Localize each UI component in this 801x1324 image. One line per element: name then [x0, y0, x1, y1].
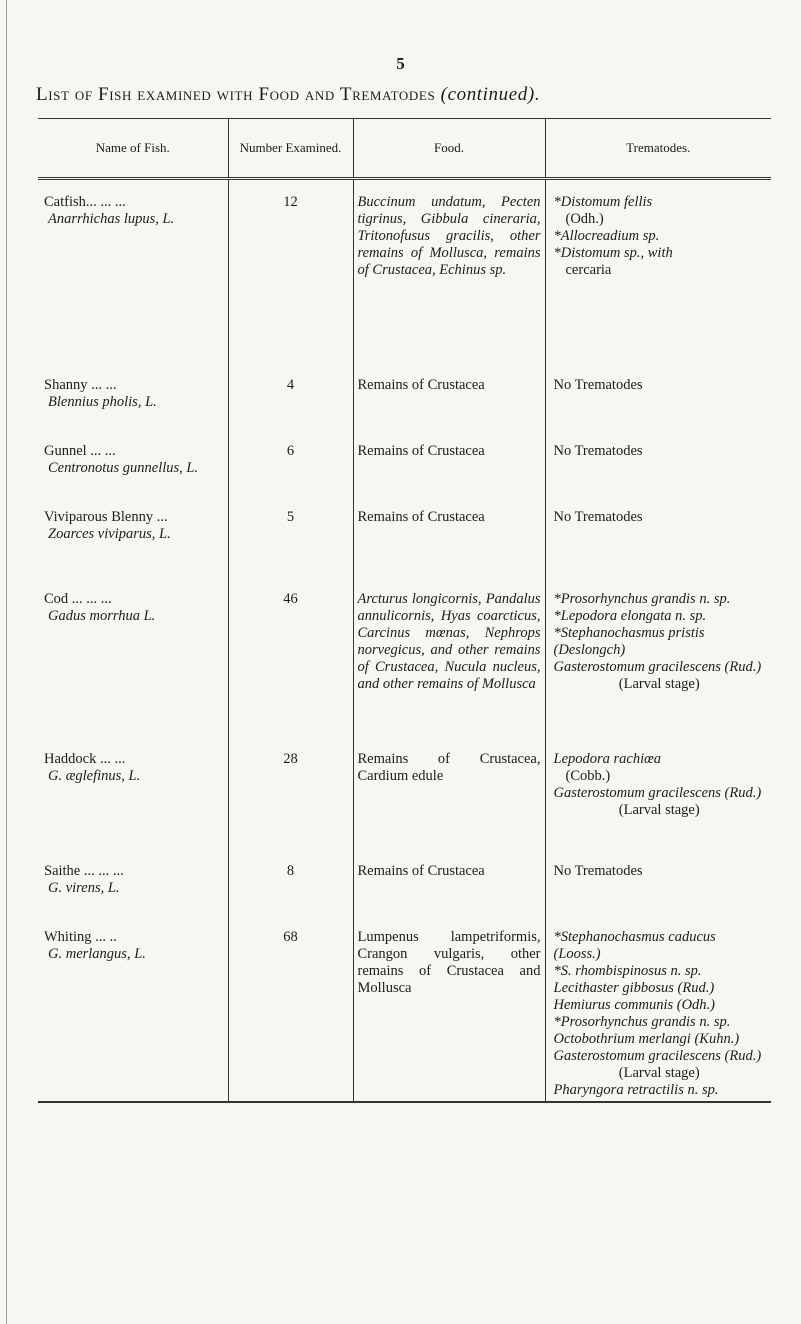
number-examined: 6 [228, 443, 353, 509]
fish-common-name: Cod ... ... ... [44, 590, 112, 607]
fish-scientific-name: Zoarces viviparus, L. [48, 525, 171, 542]
fish-common-name: Catfish... ... ... [44, 194, 126, 210]
fish-name-cell [38, 443, 228, 509]
column-header-number: Number Examined. [228, 119, 353, 179]
number-examined: 12 [228, 179, 353, 377]
trematode-entry: cercaria [565, 262, 612, 278]
column-header-name: Name of Fish. [38, 119, 228, 179]
trematode-entry: *Distomum sp., with [553, 245, 673, 261]
table-row [38, 377, 771, 443]
fish-scientific-name: Anarrhichas lupus, L. [48, 211, 175, 227]
table-row [38, 591, 771, 751]
fish-name-cell [38, 509, 228, 591]
trematodes-cell [545, 443, 771, 509]
food-cell: Remains of Crustacea [353, 509, 545, 591]
trematode-entry: *Prosorhynchus grandis n. sp. [553, 590, 731, 607]
trematode-entry: Pharyngora retractilis n. sp. [553, 1081, 719, 1098]
fish-name-cell [38, 591, 228, 751]
fish-name-cell [38, 863, 228, 929]
trematode-entry: *Lepodora elongata n. sp. [553, 607, 707, 624]
food-cell: Remains of Crustacea [353, 443, 545, 509]
table-row [38, 863, 771, 929]
fish-common-name: Shanny ... ... [44, 376, 117, 393]
trematode-entry: No Trematodes [553, 376, 643, 393]
fish-scientific-name: Blennius pholis, L. [48, 393, 157, 410]
trematodes-cell [545, 751, 771, 863]
fish-scientific-name: Centronotus gunnellus, L. [48, 459, 199, 476]
trematode-entry: *Distomum fellis [553, 194, 653, 210]
page-heading [36, 84, 776, 106]
table-row [38, 929, 771, 1102]
trematode-entry: *S. rhombispinosus n. sp. [553, 962, 702, 979]
trematodes-cell [545, 509, 771, 591]
trematode-entry: (Larval stage) [618, 675, 700, 692]
table-header-row [38, 119, 771, 179]
trematode-entry: No Trematodes [553, 862, 643, 879]
number-examined: 8 [228, 863, 353, 929]
trematodes-cell [545, 863, 771, 929]
column-header-food: Food. [353, 119, 545, 179]
number-examined: 68 [228, 929, 353, 1102]
trematodes-cell [545, 591, 771, 751]
page-number: 5 [396, 54, 405, 73]
fish-common-name: Viviparous Blenny ... [44, 508, 168, 525]
fish-common-name: Gunnel ... ... [44, 442, 116, 459]
column-header-trematodes: Trematodes. [545, 119, 771, 179]
trematode-entry: Lepodora rachiœa [553, 750, 662, 767]
fish-scientific-name: G. æglefinus, L. [48, 767, 141, 784]
trematode-entry: (Larval stage) [618, 1064, 700, 1081]
trematode-entry: *Allocreadium sp. [553, 228, 660, 244]
trematode-entry: Octobothrium merlangi (Kuhn.) [553, 1030, 740, 1047]
food-cell: Arcturus longicornis, Pandalus annulicornis, Hyas coarcticus, Carcinus mœnas, Nephrops norvegicus, and other remains of Crustacea, Nucula nucleus, and other remains of Mollusca [353, 591, 545, 751]
table-row [38, 751, 771, 863]
fish-table [38, 118, 771, 1103]
fish-name-cell [38, 751, 228, 863]
trematode-entry: *Prosorhynchus grandis n. sp. [553, 1013, 731, 1030]
number-examined: 5 [228, 509, 353, 591]
trematode-entry: (Odh.) [565, 211, 604, 227]
trematode-entry: Hemiurus communis (Odh.) [553, 996, 715, 1013]
food-cell: Buccinum undatum, Pecten tigrinus, Gibbula cineraria, Tritonofusus gracilis, other remains of Mollusca, remains of Crustacea, Echinus sp. [353, 179, 545, 377]
table-row [38, 443, 771, 509]
fish-name-cell [38, 179, 228, 377]
fish-common-name: Saithe ... ... ... [44, 862, 124, 879]
table-row [38, 509, 771, 591]
trematode-entry: No Trematodes [553, 442, 643, 459]
fish-name-cell [38, 929, 228, 1102]
trematode-entry: *Stephanochasmus caducus (Looss.) [553, 928, 716, 962]
fish-common-name: Whiting ... .. [44, 928, 117, 945]
heading-main: List of Fish examined with Food and Trematodes [36, 84, 436, 105]
trematode-entry: Gasterostomum gracilescens (Rud.) [553, 658, 762, 675]
food-cell: Remains of Crustacea, Cardium edule [353, 751, 545, 863]
trematode-entry: No Trematodes [553, 508, 643, 525]
number-examined: 4 [228, 377, 353, 443]
trematode-entry: Lecithaster gibbosus (Rud.) [553, 979, 715, 996]
fish-name-cell [38, 377, 228, 443]
trematode-entry: (Cobb.) [565, 767, 611, 784]
page-edge-line [6, 0, 7, 1324]
food-cell: Lumpenus lampetriformis, Crangon vulgaris, other remains of Crustacea and Mollusca [353, 929, 545, 1102]
fish-scientific-name: G. virens, L. [48, 879, 120, 896]
number-examined: 28 [228, 751, 353, 863]
trematodes-cell [545, 377, 771, 443]
fish-scientific-name: Gadus morrhua L. [48, 607, 156, 624]
trematode-entry: (Larval stage) [618, 801, 700, 818]
food-cell: Remains of Crustacea [353, 377, 545, 443]
food-cell: Remains of Crustacea [353, 863, 545, 929]
table-row [38, 179, 771, 377]
fish-scientific-name: G. merlangus, L. [48, 945, 146, 962]
heading-continued: (continued). [440, 84, 541, 105]
trematodes-cell [545, 929, 771, 1102]
trematode-entry: *Stephanochasmus pristis (Deslongch) [553, 624, 705, 658]
trematodes-cell [545, 179, 771, 377]
number-examined: 46 [228, 591, 353, 751]
trematode-entry: Gasterostomum gracilescens (Rud.) [553, 784, 762, 801]
fish-common-name: Haddock ... ... [44, 750, 126, 767]
trematode-entry: Gasterostomum gracilescens (Rud.) [553, 1047, 762, 1064]
